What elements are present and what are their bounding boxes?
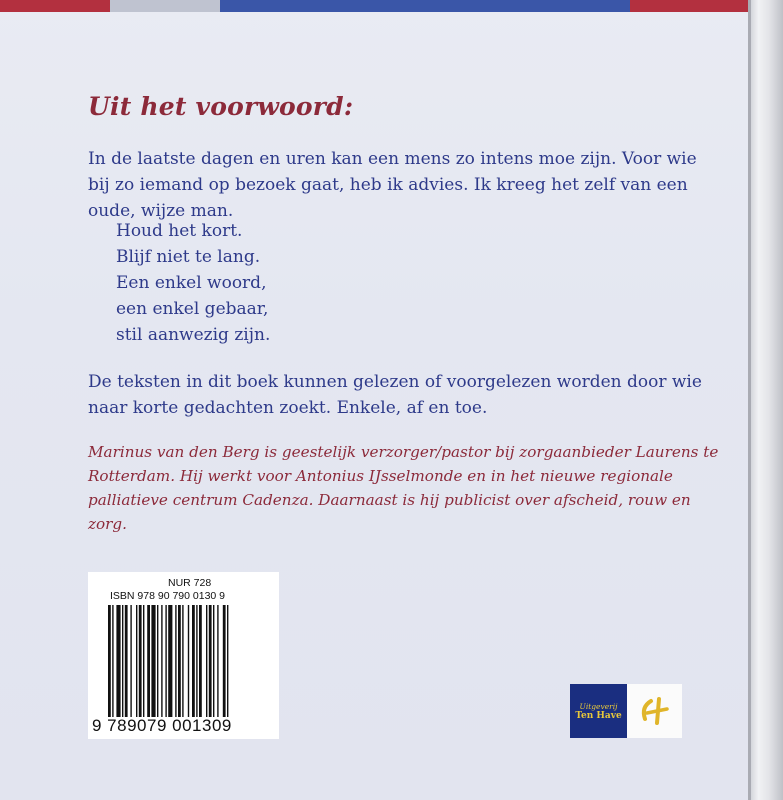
barcode-bar: [139, 605, 142, 717]
barcode-bar: [112, 605, 113, 717]
publisher-name: Ten Have: [575, 710, 622, 721]
poem-line: stil aanwezig zijn.: [116, 325, 271, 345]
poem-line: Een enkel woord,: [116, 273, 267, 293]
isbn-number: ISBN 978 90 790 0130 9: [110, 590, 226, 602]
barcode-bar: [161, 605, 162, 717]
barcode-bar: [223, 605, 226, 717]
nur-code: NUR 728: [168, 577, 212, 589]
poem-line: Houd het kort.: [116, 221, 243, 241]
preface-heading: Uit het voorwoord:: [88, 92, 354, 121]
poem-line: een enkel gebaar,: [116, 299, 269, 319]
publisher-label: Uitgeverij: [579, 701, 618, 711]
barcode-bar: [196, 605, 197, 717]
barcode-bar: [151, 605, 155, 717]
publisher-emblem: [627, 684, 682, 738]
publisher-logo-block: [570, 684, 627, 738]
barcode-bar: [168, 605, 172, 717]
top-color-band: [0, 0, 748, 12]
barcode-bar: [192, 605, 195, 717]
barcode-bar: [227, 605, 228, 717]
barcode-bar: [143, 605, 144, 717]
barcode-bar: [136, 605, 137, 717]
barcode-bar: [175, 605, 176, 717]
preface-paragraph-1: In de laatste dagen en uren kan een mens zo intens moe zijn. Voor wie bij zo iemand op bezoek gaat, heb ik advies. Ik kreeg het zelf van een oude, wijze man.: [88, 149, 697, 221]
barcode-bar: [122, 605, 123, 717]
barcode-bar: [116, 605, 120, 717]
isbn-barcode: [88, 572, 279, 739]
poem-line: Blijf niet te lang.: [116, 247, 261, 267]
ten-have-emblem-icon: [637, 693, 673, 729]
author-bio: Marinus van den Berg is geestelijk verzorger/pastor bij zorgaanbieder Laurens te Rotterdam. Hij werkt voor Antonius IJsselmonde en in het nieuwe regionale palliatieve centrum Cadenza. Daarnaast is hij publicist over afscheid, rouw en zorg.: [88, 443, 719, 533]
barcode-bar: [217, 605, 218, 717]
barcode-bar: [147, 605, 150, 717]
barcode-bar: [165, 605, 166, 717]
barcode-bar: [213, 605, 214, 717]
preface-paragraph-2: De teksten in dit boek kunnen gelezen of voorgelezen worden door wie naar korte gedachten zoekt. Enkele, af en toe.: [88, 372, 702, 418]
barcode-digits: 9 789079 001309: [92, 716, 232, 735]
barcode-bar: [209, 605, 212, 717]
barcode-bar: [206, 605, 207, 717]
barcode-bar: [157, 605, 158, 717]
barcode-bars: [108, 605, 266, 717]
barcode-bar: [199, 605, 202, 717]
book-spine: [748, 0, 783, 800]
barcode-bar: [130, 605, 131, 717]
barcode-bar: [182, 605, 183, 717]
barcode-bar: [125, 605, 128, 717]
barcode-bar: [108, 605, 111, 717]
publisher-logo: [570, 684, 682, 738]
barcode-bar: [178, 605, 181, 717]
barcode-bar: [188, 605, 189, 717]
poem: [116, 218, 270, 348]
